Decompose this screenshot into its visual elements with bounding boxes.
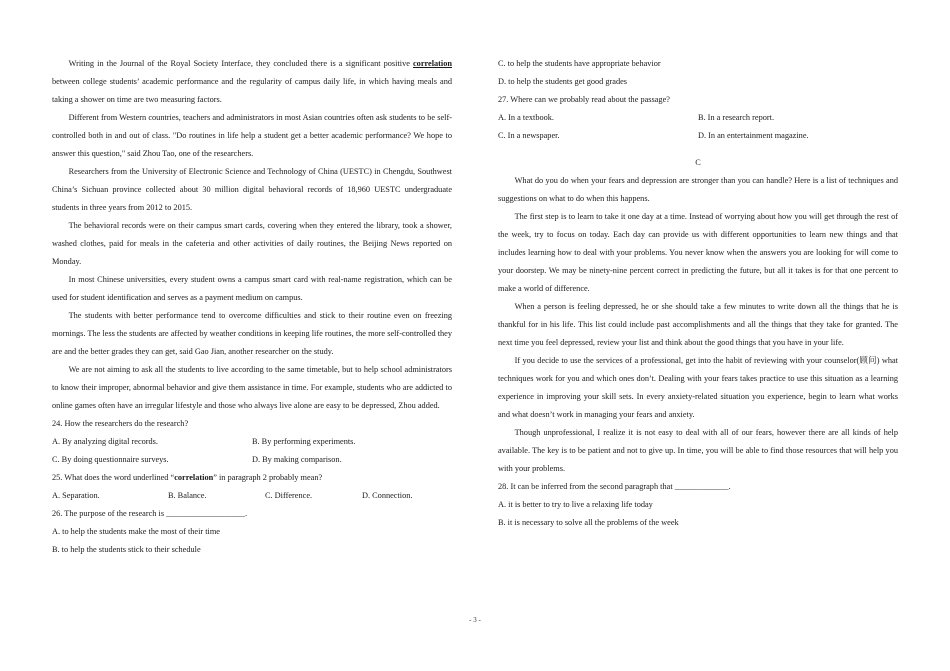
bold-keyword: correlation — [174, 473, 214, 482]
option-b: B. In a research report. — [698, 113, 775, 122]
paragraph: We are not aiming to ask all the students to live according to the same timetable, but to help school administrators to know their improper, abnormal behavior and give them assistance in time. For example, students who are addicted to online games often have an irregular lifestyle and those who always live alone are easy to be depressed, Zhou added. — [52, 365, 452, 410]
option-d: D. In an entertainment magazine. — [698, 131, 809, 140]
underlined-keyword: correlation — [412, 59, 452, 68]
option-c: C. to help the students have appropriate behavior — [498, 59, 661, 68]
paragraph: In most Chinese universities, every student owns a campus smart card with real-name registration, which can be used for student identification and serves as a payment medium on campus. — [52, 275, 452, 302]
left-column — [52, 55, 452, 559]
paragraph: If you decide to use the services of a professional, get into the habit of reviewing with your counselor(顾问) what techniques work for you and which ones don’t. Dealing with your fears takes practice to use this situation as a learning experience in improving your skill sets. In every anxiety-related situation you experience, begin to learn what works and what doesn’t work in managing your fears and anxiety. — [498, 356, 898, 419]
option-c: C. In a newspaper. — [498, 131, 560, 140]
option-d: D. By making comparison. — [252, 455, 342, 464]
option-a: A. By analyzing digital records. — [52, 437, 158, 446]
option-a: A. it is better to try to live a relaxing life today — [498, 500, 653, 509]
question-27-options — [498, 127, 898, 145]
option-d: D. Connection. — [362, 491, 413, 500]
question-28-stem: 28. It can be inferred from the second paragraph that _____________. — [498, 482, 731, 491]
question-text: 25. What does the word underlined “ — [52, 473, 175, 482]
question-24-options — [52, 433, 452, 451]
paragraph: Different from Western countries, teachers and administrators in most Asian countries often ask students to be self-controlled both in and out of class. "Do routines in life help a student get a better academic performance? We hope to answer this question," said Zhou Tao, one of the researchers. — [52, 113, 452, 158]
option-a: A. Separation. — [52, 491, 100, 500]
paragraph: The first step is to learn to take it one day at a time. Instead of worrying about how you will get through the rest of the week, try to focus on today. Each day can provide us with different opportunities to learn new things and that includes learning how to deal with your problems. You never know when the answers you are looking for will come to your doorstep. We may be ninety-nine percent correct in predicting the future, but all it takes is for that one percent to make a world of difference. — [498, 212, 898, 293]
paragraph: Researchers from the University of Electronic Science and Technology of China (UESTC) in Chengdu, Southwest China’s Sichuan province collected about 30 million digital behavioral records of 18,960 UESTC undergraduate students in three years from 2012 to 2015. — [52, 167, 452, 212]
option-c: C. By doing questionnaire surveys. — [52, 455, 169, 464]
paragraph: When a person is feeling depressed, he or she should take a few minutes to write down all the things that he is thankful for in his life. This list could include past accomplishments and all the things that they take for granted. The next time you feel depressed, review your list and think about the good things that you have in your life. — [498, 302, 898, 347]
paragraph-text: between college students’ academic performance and the regularity of campus daily life, in which having meals and taking a shower on time are two measuring factors. — [52, 77, 452, 104]
question-25-stem — [52, 469, 452, 487]
option-c: C. Difference. — [265, 491, 313, 500]
option-b: B. it is necessary to solve all the problems of the week — [498, 518, 679, 527]
option-d: D. to help the students get good grades — [498, 77, 628, 86]
question-24-stem: 24. How the researchers do the research? — [52, 419, 189, 428]
question-24-options — [52, 451, 452, 469]
paragraph: What do you do when your fears and depression are stronger than you can handle? Here is a list of techniques and suggestions on what to do when this happens. — [498, 176, 898, 203]
question-27-options — [498, 109, 898, 127]
option-b: B. Balance. — [168, 491, 207, 500]
option-b: B. By performing experiments. — [252, 437, 356, 446]
paragraph-text: Writing in the Journal of the Royal Society Interface, they concluded there is a significant positive — [68, 59, 413, 68]
option-a: A. In a textbook. — [498, 113, 554, 122]
paragraph: The students with better performance tend to overcome difficulties and stick to their routine even on freezing mornings. The less the students are affected by weather conditions in keeping life routines, the more self-controlled they are and the better grades they can get, said Gao Jian, another researcher on the study. — [52, 311, 452, 356]
option-b: B. to help the students stick to their schedule — [52, 545, 201, 554]
page-number: - 3 - — [469, 616, 481, 624]
question-27-stem: 27. Where can we probably read about the passage? — [498, 95, 670, 104]
paragraph: The behavioral records were on their campus smart cards, covering when they entered the library, took a shower, washed clothes, paid for meals in the cafeteria and other activities of daily routines, the Beijing News reported on Monday. — [52, 221, 452, 266]
paragraph — [52, 55, 452, 109]
option-a: A. to help the students make the most of their time — [52, 527, 220, 536]
right-column — [498, 55, 898, 532]
paragraph: Though unprofessional, I realize it is not easy to deal with all of our fears, however there are all kinds of help available. The key is to be patient and not to give up. In time, you will be able to find those resources that will help you with your problems. — [498, 428, 898, 473]
question-25-options — [52, 487, 452, 505]
question-text: ” in paragraph 2 probably mean? — [213, 473, 323, 482]
section-heading: C — [695, 158, 701, 167]
question-26-stem: 26. The purpose of the research is ___________________. — [52, 509, 248, 518]
